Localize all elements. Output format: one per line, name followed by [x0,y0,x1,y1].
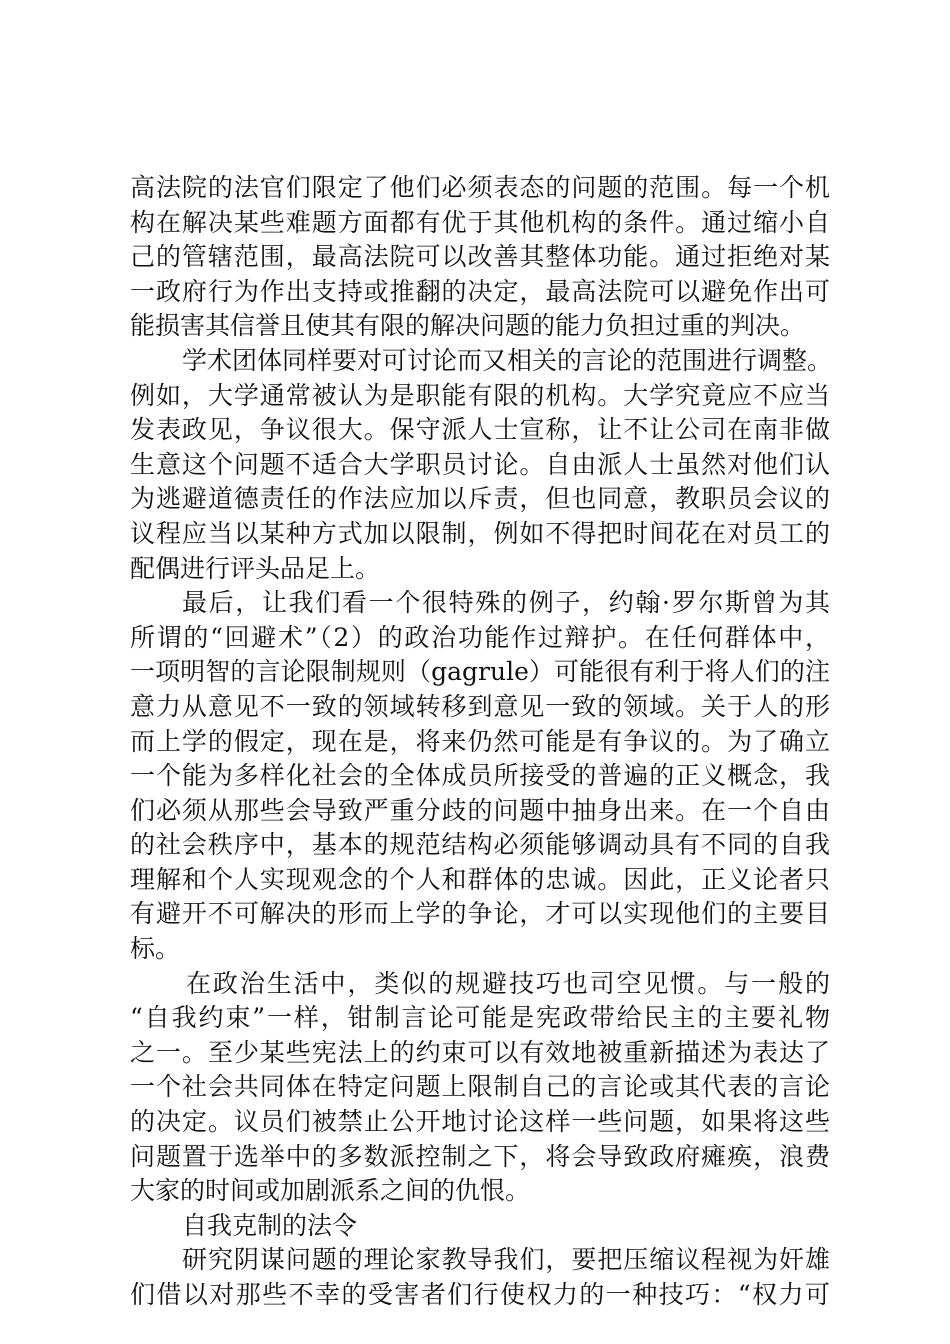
text-line: 一个能为多样化社会的全体成员所接受的普遍的正义概念，我 [130,761,830,791]
text-line: 发表政见，争议很大。保守派人士宣称，让不让公司在南非做 [130,415,830,445]
text-line: 议程应当以某种方式加以限制，例如不得把时间花在对员工的 [130,518,830,548]
text-line: 们借以对那些不幸的受害者们行使权力的一种技巧：“权力可 [130,1280,830,1309]
text-line: 理解和个人实现观念的个人和群体的忠诚。因此，正义论者只 [130,864,830,894]
text-line: 们必须从那些会导致严重分歧的问题中抽身出来。在一个自由 [130,795,830,825]
document-body [130,171,833,1313]
text-line: 意力从意见不一致的领域转移到意见一致的领域。关于人的形 [130,691,830,721]
section-heading: 自我克制的法令 [182,1210,358,1240]
text-line: “自我约束”一样，钳制言论可能是宪政带给民主的主要礼物 [130,1003,830,1033]
text-line: 一项明智的言论限制规则（gagrule）可能很有利于将人们的注 [130,657,830,687]
text-line: 有避开不可解决的形而上学的争论，才可以实现他们的主要目 [130,899,830,929]
text-line: 问题置于选举中的多数派控制之下，将会导致政府瘫痪，浪费 [130,1141,830,1171]
text-line: 的社会秩序中，基本的规范结构必须能够调动具有不同的自我 [130,830,830,860]
text-line: 而上学的假定，现在是，将来仍然可能是有争议的。为了确立 [130,726,830,756]
text-line: 己的管辖范围，最高法院可以改善其整体功能。通过拒绝对某 [130,242,830,272]
text-line: 一个社会共同体在特定问题上限制自己的言论或其代表的言论 [130,1072,830,1102]
text-line: 配偶进行评头品足上。 [130,553,381,583]
text-line: 一政府行为作出支持或推翻的决定，最高法院可以避免作出可 [130,276,830,306]
text-line: 为逃避道德责任的作法应加以斥责，但也同意，教职员会议的 [130,484,830,514]
text-line: 能损害其信誉且使其有限的解决问题的能力负担过重的判决。 [130,311,806,341]
text-line: 标。 [130,934,181,964]
text-line: 高法院的法官们限定了他们必须表态的问题的范围。每一个机 [130,173,830,202]
paragraph-first-line: 在政治生活中，类似的规避技巧也司空见惯。与一般的 [186,968,830,998]
paragraph-first-line: 最后，让我们看一个很特殊的例子，约翰·罗尔斯曾为其 [182,588,830,618]
text-line: 所谓的“回避术”（2）的政治功能作过辩护。在任何群体中， [130,622,830,652]
text-line: 例如，大学通常被认为是职能有限的机构。大学究竟应不应当 [130,380,830,410]
text-line: 构在解决某些难题方面都有优于其他机构的条件。通过缩小自 [130,207,830,237]
paragraph-first-line: 学术团体同样要对可讨论而又相关的言论的范围进行调整。 [182,345,833,375]
text-line: 生意这个问题不适合大学职员讨论。自由派人士虽然对他们认 [130,449,830,479]
text-line: 的决定。议员们被禁止公开地讨论这样一些问题，如果将这些 [130,1107,830,1137]
text-line: 大家的时间或加剧派系之间的仇恨。 [130,1176,531,1206]
paragraph-first-line: 研究阴谋问题的理论家教导我们，要把压缩议程视为奸雄 [182,1245,830,1275]
text-line: 之一。至少某些宪法上的约束可以有效地被重新描述为表达了 [130,1037,830,1067]
